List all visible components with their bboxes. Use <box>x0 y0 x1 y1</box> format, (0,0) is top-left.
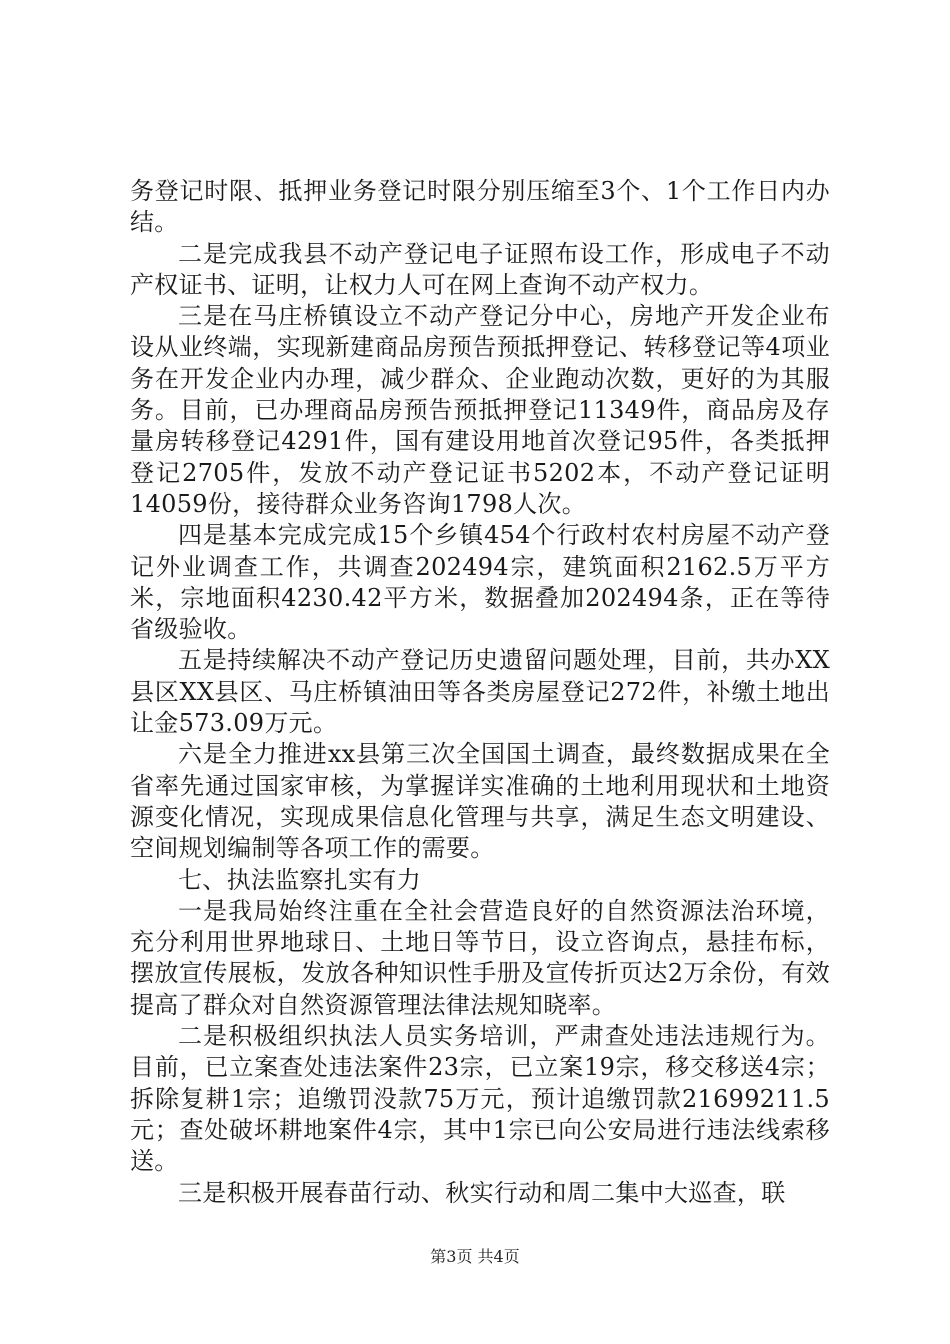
paragraph-8: 一是我局始终注重在全社会营造良好的自然资源法治环境，充分利用世界地球日、土地日等节日，设立咨询点，悬挂布标，摆放宣传展板，发放各种知识性手册及宣传折页达2万余份，有效提高了群众对自然资源管理法律法规知晓率。 <box>130 896 830 1019</box>
section-heading-enforcement: 七、执法监察扎实有力 <box>178 865 421 894</box>
paragraph-6: 六是全力推进xx县第三次全国国土调查，最终数据成果在全省率先通过国家审核，为掌握详实准确的土地利用现状和土地资源变化情况，实现成果信息化管理与共享，满足生态文明建设、空间规划编制等各项工作的需要。 <box>130 740 830 863</box>
paragraph-1: 务登记时限、抵押业务登记时限分别压缩至3个、1个工作日内办结。 <box>130 177 830 237</box>
page-footer: 第3页 共4页 <box>430 1247 520 1266</box>
paragraph-10: 三是积极开展春苗行动、秋实行动和周二集中大巡查，联 <box>178 1178 786 1207</box>
document-body <box>130 176 830 1209</box>
paragraph-5: 五是持续解决不动产登记历史遗留问题处理，目前，共办XX县区XX县区、马庄桥镇油田等各类房屋登记272件，补缴土地出让金573.09万元。 <box>130 646 830 738</box>
paragraph-3: 三是在马庄桥镇设立不动产登记分中心，房地产开发企业布设从业终端，实现新建商品房预告预抵押登记、转移登记等4项业务在开发企业内办理，减少群众、企业跑动次数，更好的为其服务。目前，已办理商品房预告预抵押登记11349件，商品房及存量房转移登记4291件，国有建设用地首次登记95件，各类抵押登记2705件，发放不动产登记证书5202本，不动产登记证明14059份，接待群众业务咨询1798人次。 <box>130 302 830 518</box>
paragraph-2: 二是完成我县不动产登记电子证照布设工作，形成电子不动产权证书、证明，让权力人可在网上查询不动产权力。 <box>130 239 830 299</box>
paragraph-4: 四是基本完成完成15个乡镇454个行政村农村房屋不动产登记外业调查工作，共调查202494宗，建筑面积2162.5万平方米，宗地面积4230.42平方米，数据叠加202494条，正在等待省级验收。 <box>130 521 830 644</box>
paragraph-9: 二是积极组织执法人员实务培训，严肃查处违法违规行为。目前，已立案查处违法案件23宗，已立案19宗，移交移送4宗；拆除复耕1宗；追缴罚没款75万元，预计追缴罚款21699211.5元；查处破坏耕地案件4宗，其中1宗已向公安局进行违法线索移送。 <box>130 1022 830 1176</box>
